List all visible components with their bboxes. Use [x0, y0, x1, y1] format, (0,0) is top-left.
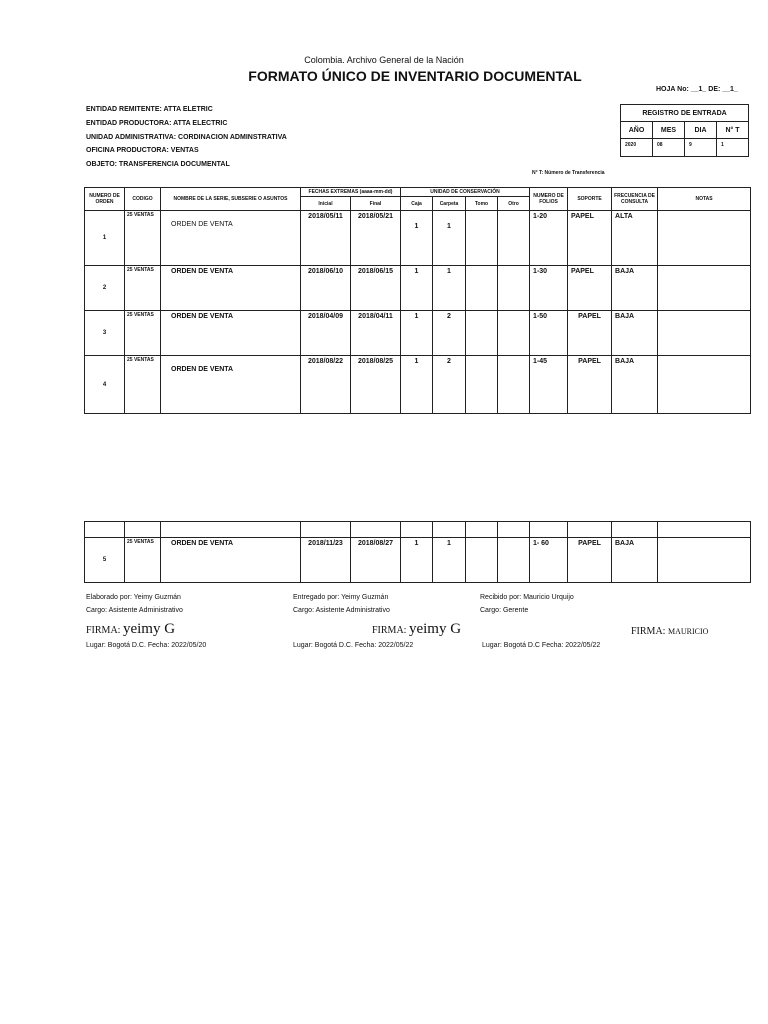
cell-notas	[658, 311, 751, 356]
header-inicial: Inicial	[301, 197, 351, 211]
cell-tomo	[466, 311, 498, 356]
cell-folios: 1- 60	[530, 538, 568, 583]
cell-codigo: 25 VENTAS	[125, 356, 161, 414]
cell-otro	[498, 538, 530, 583]
cell-folios: 1-45	[530, 356, 568, 414]
elaborado-por: Elaborado por: Yeimy Guzmán	[86, 594, 181, 601]
cell-numero: 3	[85, 311, 125, 356]
cell-tomo	[466, 538, 498, 583]
cell-nombre: ORDEN DE VENTA	[161, 538, 301, 583]
registro-col-dia: DIA	[685, 122, 717, 139]
cell-caja: 1	[401, 311, 433, 356]
header-numero-folios: NUMERO DE FOLIOS	[530, 188, 568, 211]
oficina-productora: OFICINA PRODUCTORA: VENTAS	[86, 147, 199, 154]
signature: MAURICIO	[667, 627, 709, 636]
cell-caja: 1	[401, 211, 433, 266]
cell-fecha-final: 2018/05/21	[351, 211, 401, 266]
cell-soporte: PAPEL	[568, 211, 612, 266]
cell-frecuencia: BAJA	[612, 356, 658, 414]
cell-tomo	[466, 266, 498, 311]
cell-fecha-inicial: 2018/11/23	[301, 538, 351, 583]
elaborado-lugar-fecha: Lugar: Bogotá D.C. Fecha: 2022/05/20	[86, 642, 207, 649]
registro-col-nt: N° T	[717, 122, 749, 139]
header-otro: Otro	[498, 197, 530, 211]
registro-val-ano: 2020	[621, 139, 653, 157]
cell-soporte: PAPEL	[568, 311, 612, 356]
cell-numero: 1	[85, 211, 125, 266]
cell-otro	[498, 311, 530, 356]
cell-codigo: 25 VENTAS	[125, 311, 161, 356]
cell-fecha-inicial: 2018/04/09	[301, 311, 351, 356]
table-row	[85, 356, 751, 414]
cell-frecuencia: BAJA	[612, 266, 658, 311]
table-row	[85, 266, 751, 311]
table-row	[85, 311, 751, 356]
cell-fecha-inicial: 2018/08/22	[301, 356, 351, 414]
unidad-administrativa: UNIDAD ADMINISTRATIVA: CORDINACION ADMINSTRATIVA	[86, 134, 287, 141]
sheet-number: HOJA No: __1_ DE: __1_	[656, 86, 738, 93]
document-title: FORMATO ÚNICO DE INVENTARIO DOCUMENTAL	[248, 68, 582, 84]
cell-otro	[498, 356, 530, 414]
entregado-lugar-fecha: Lugar: Bogotá D.C. Fecha: 2022/05/22	[293, 642, 414, 649]
firma-label: FIRMA:	[86, 625, 121, 636]
cell-numero: 2	[85, 266, 125, 311]
cell-carpeta: 2	[433, 311, 466, 356]
recibido-lugar-fecha: Lugar: Bogotá D.C Fecha: 2022/05/22	[482, 642, 601, 649]
cell-nombre: ORDEN DE VENTA	[161, 211, 301, 266]
cell-caja: 1	[401, 538, 433, 583]
cell-carpeta: 2	[433, 356, 466, 414]
registro-col-mes: MES	[653, 122, 685, 139]
header-notas: NOTAS	[658, 188, 751, 211]
inventory-table-continued	[84, 521, 751, 583]
registro-val-dia: 9	[685, 139, 717, 157]
cell-tomo	[466, 211, 498, 266]
header-final: Final	[351, 197, 401, 211]
cell-fecha-inicial: 2018/06/10	[301, 266, 351, 311]
cell-soporte: PAPEL	[568, 538, 612, 583]
cell-nombre: ORDEN DE VENTA	[161, 266, 301, 311]
entregado-firma	[372, 621, 461, 638]
cell-carpeta: 1	[433, 211, 466, 266]
cell-tomo	[466, 356, 498, 414]
inventory-table	[84, 187, 751, 414]
entregado-por: Entregado por: Yeimy Guzmán	[293, 594, 389, 601]
cell-soporte: PAPEL	[568, 266, 612, 311]
elaborado-firma	[86, 621, 175, 638]
elaborado-cargo: Cargo: Asistente Administrativo	[86, 607, 183, 614]
cell-numero: 4	[85, 356, 125, 414]
header-nombre-serie: NOMBRE DE LA SERIE, SUBSERIE O ASUNTOS	[161, 188, 301, 211]
cell-codigo: 25 VENTAS	[125, 538, 161, 583]
registro-col-ano: AÑO	[621, 122, 653, 139]
table-row	[85, 211, 751, 266]
cell-otro	[498, 211, 530, 266]
cell-notas	[658, 538, 751, 583]
recibido-firma	[631, 626, 708, 637]
cell-folios: 1-30	[530, 266, 568, 311]
cell-otro	[498, 266, 530, 311]
cell-soporte: PAPEL	[568, 356, 612, 414]
cell-notas	[658, 356, 751, 414]
cell-fecha-final: 2018/08/27	[351, 538, 401, 583]
cell-frecuencia: ALTA	[612, 211, 658, 266]
header-fechas-extremas: FECHAS EXTREMAS (aaaa-mm-dd)	[301, 188, 401, 197]
cell-fecha-inicial: 2018/05/11	[301, 211, 351, 266]
cell-caja: 1	[401, 266, 433, 311]
firma-label: FIRMA:	[631, 626, 666, 637]
objeto: OBJETO: TRANSFERENCIA DOCUMENTAL	[86, 161, 230, 168]
cell-carpeta: 1	[433, 538, 466, 583]
cell-nombre: ORDEN DE VENTA	[161, 356, 301, 414]
cell-numero: 5	[85, 538, 125, 583]
signature: yeimy G	[122, 621, 176, 637]
cell-fecha-final: 2018/06/15	[351, 266, 401, 311]
transfer-number-note: N° T: Número de Transferencia	[532, 170, 605, 176]
entidad-productora: ENTIDAD PRODUCTORA: ATTA ELECTRIC	[86, 120, 228, 127]
cell-codigo: 25 VENTAS	[125, 266, 161, 311]
registro-entrada-table	[620, 104, 749, 157]
institution-name: Colombia. Archivo General de la Nación	[304, 55, 464, 65]
cell-notas	[658, 211, 751, 266]
registro-title: REGISTRO DE ENTRADA	[621, 105, 749, 122]
entidad-remitente: ENTIDAD REMITENTE: ATTA ELETRIC	[86, 106, 213, 113]
cell-fecha-final: 2018/08/25	[351, 356, 401, 414]
recibido-cargo: Cargo: Gerente	[480, 607, 529, 614]
registro-val-mes: 08	[653, 139, 685, 157]
signature: yeimy G	[408, 621, 462, 637]
cell-carpeta: 1	[433, 266, 466, 311]
registro-val-nt: 1	[717, 139, 749, 157]
header-unidad-conservacion: UNIDAD DE CONSERVACIÓN	[401, 188, 530, 197]
cell-folios: 1-50	[530, 311, 568, 356]
cell-frecuencia: BAJA	[612, 311, 658, 356]
cell-fecha-final: 2018/04/11	[351, 311, 401, 356]
header-caja: Caja	[401, 197, 433, 211]
firma-label: FIRMA:	[372, 625, 407, 636]
cell-codigo: 25 VENTAS	[125, 211, 161, 266]
cell-folios: 1-20	[530, 211, 568, 266]
table-row	[85, 538, 751, 583]
entregado-cargo: Cargo: Asistente Administrativo	[293, 607, 390, 614]
cell-caja: 1	[401, 356, 433, 414]
cell-notas	[658, 266, 751, 311]
header-numero-orden: NUMERO DE ORDEN	[85, 188, 125, 211]
cell-frecuencia: BAJA	[612, 538, 658, 583]
cell-nombre: ORDEN DE VENTA	[161, 311, 301, 356]
header-codigo: CODIGO	[125, 188, 161, 211]
header-frecuencia-consulta: FRECUENCIA DE CONSULTA	[612, 188, 658, 211]
header-soporte: SOPORTE	[568, 188, 612, 211]
recibido-por: Recibido por: Mauricio Urquijo	[480, 594, 574, 601]
header-tomo: Tomo	[466, 197, 498, 211]
blank-row	[85, 522, 751, 538]
header-carpeta: Carpeta	[433, 197, 466, 211]
